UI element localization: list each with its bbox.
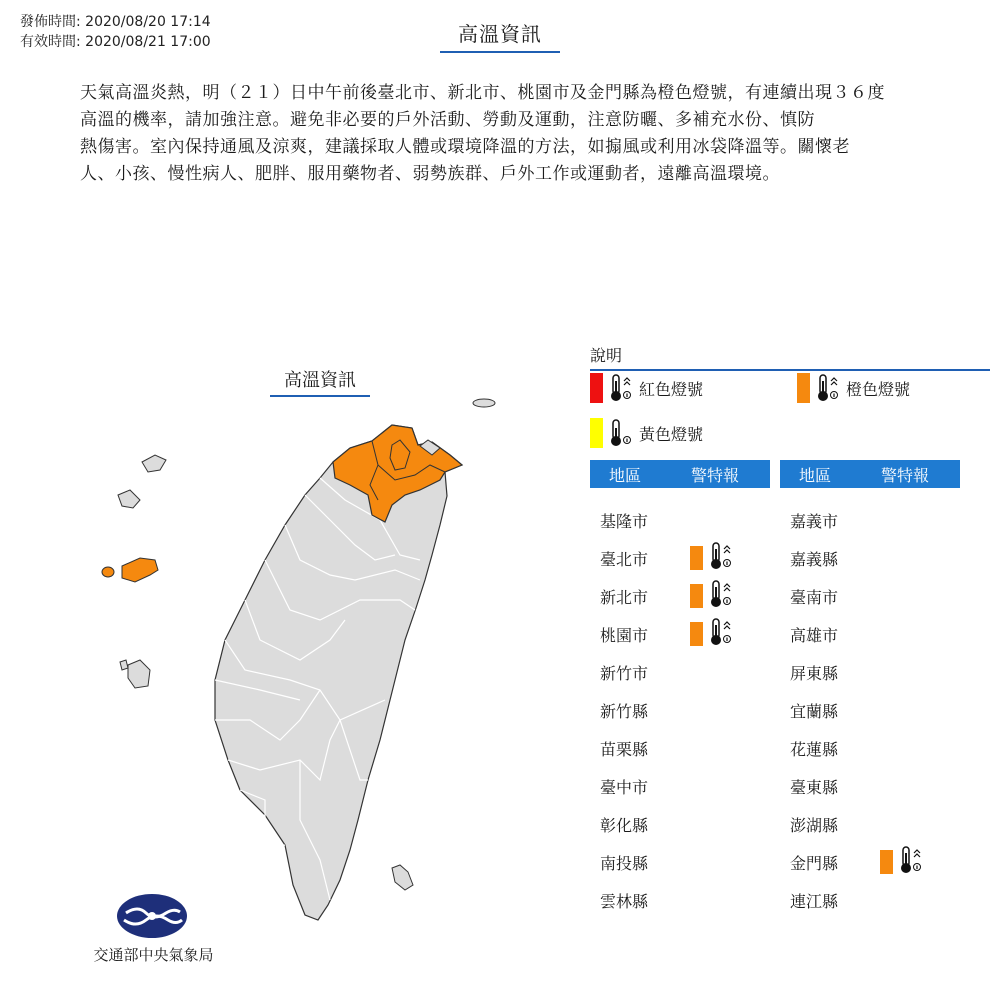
region-name: 連江縣: [790, 891, 839, 911]
region-name: 高雄市: [790, 625, 839, 645]
table-header-left: [590, 460, 770, 488]
region-row: [590, 733, 690, 763]
page-title: 高溫資訊: [440, 18, 560, 53]
region-name: 金門縣: [790, 853, 839, 873]
agency-name: 交通部中央氣象局: [93, 946, 214, 964]
valid-time: 有效時間: 2020/08/21 17:00: [20, 34, 211, 50]
region-name: 新北市: [600, 587, 649, 607]
warning-indicator: [690, 579, 731, 613]
matsu-island-1: [142, 455, 166, 472]
region-name: 屏東縣: [790, 663, 839, 683]
region-row: [590, 771, 690, 801]
region-row: [590, 885, 690, 915]
region-row: [590, 657, 690, 687]
warning-indicator: [690, 541, 731, 575]
table-header-right: [780, 460, 960, 488]
guishan-island: [473, 399, 495, 407]
region-row: [590, 809, 690, 839]
yellow-swatch: [590, 418, 603, 448]
region-name: 新竹市: [600, 663, 649, 683]
region-name: 嘉義縣: [790, 549, 839, 569]
warning-color-bar: [690, 546, 703, 570]
region-row: [780, 771, 880, 801]
legend-orange: [797, 373, 910, 403]
thermometer-icon: [899, 845, 921, 879]
col-warning: 警特報: [690, 465, 739, 485]
region-name: 臺中市: [600, 777, 649, 797]
region-row: [780, 543, 880, 573]
legend-red-label: 紅色燈號: [639, 379, 704, 399]
penghu-island-2: [120, 660, 128, 670]
thermometer-icon: [609, 418, 631, 448]
region-row: [780, 847, 921, 877]
matsu-island-2: [118, 490, 140, 508]
lesser-kinmen: [102, 567, 114, 577]
description-line: 高溫的機率，請加強注意。避免非必要的戶外活動、勞動及運動，注意防曬、多補充水份、慎防: [80, 110, 815, 130]
warning-indicator: [880, 845, 921, 879]
region-row: [780, 657, 880, 687]
cwb-logo-icon: [116, 893, 188, 939]
legend-yellow-label: 黃色燈號: [639, 424, 704, 444]
region-name: 宜蘭縣: [790, 701, 839, 721]
legend-orange-label: 橙色燈號: [846, 379, 911, 399]
region-name: 桃園市: [600, 625, 649, 645]
legend-red: [590, 373, 703, 403]
region-name: 彰化縣: [600, 815, 649, 835]
description-line: 人、小孩、慢性病人、肥胖、服用藥物者、弱勢族群、戶外工作或運動者，遠離高溫環境。: [80, 164, 780, 184]
region-row: [590, 847, 690, 877]
orange-swatch: [797, 373, 810, 403]
thermometer-icon: [709, 541, 731, 575]
region-name: 基隆市: [600, 511, 649, 531]
issued-time: 發佈時間: 2020/08/20 17:14: [20, 14, 211, 30]
region-row: [780, 809, 880, 839]
region-row: [590, 581, 731, 611]
region-row: [590, 619, 731, 649]
warning-color-bar: [880, 850, 893, 874]
region-row: [780, 885, 880, 915]
region-row: [780, 581, 880, 611]
thermometer-icon: [816, 373, 838, 403]
region-name: 雲林縣: [600, 891, 649, 911]
red-swatch: [590, 373, 603, 403]
issue-info: [20, 12, 211, 52]
region-name: 澎湖縣: [790, 815, 839, 835]
col-warning: 警特報: [880, 465, 929, 485]
region-name: 嘉義市: [790, 511, 839, 531]
penghu-island-1: [128, 660, 150, 688]
warning-color-bar: [690, 622, 703, 646]
thermometer-icon: [709, 579, 731, 613]
thermometer-icon: [709, 617, 731, 651]
legend-yellow: [590, 418, 703, 448]
region-name: 苗栗縣: [600, 739, 649, 759]
col-region: 地區: [798, 465, 831, 485]
region-name: 臺東縣: [790, 777, 839, 797]
thermometer-icon: [609, 373, 631, 403]
region-row: [780, 733, 880, 763]
region-row: [590, 695, 690, 725]
map-title: 高溫資訊: [270, 366, 370, 397]
warning-indicator: [690, 617, 731, 651]
kinmen-island: [122, 558, 158, 582]
region-name: 臺北市: [600, 549, 649, 569]
region-row: [780, 695, 880, 725]
region-row: [780, 505, 880, 535]
description: [80, 80, 940, 188]
region-name: 新竹縣: [600, 701, 649, 721]
region-row: [780, 619, 880, 649]
region-name: 花蓮縣: [790, 739, 839, 759]
orchid-island: [392, 865, 413, 890]
description-line: 熱傷害。室內保持通風及涼爽，建議採取人體或環境降溫的方法，如搧風或利用冰袋降溫等。關懷老: [80, 137, 850, 157]
taiwan-main-island: [215, 425, 462, 920]
col-region: 地區: [608, 465, 641, 485]
region-name: 南投縣: [600, 853, 649, 873]
legend-heading: 說明: [590, 343, 990, 371]
taiwan-map: [0, 380, 560, 940]
region-row: [590, 505, 690, 535]
description-line: 天氣高溫炎熱，明（２１）日中午前後臺北市、新北市、桃園市及金門縣為橙色燈號，有連續出現３６度: [80, 83, 885, 103]
warning-color-bar: [690, 584, 703, 608]
region-name: 臺南市: [790, 587, 839, 607]
region-row: [590, 543, 731, 573]
